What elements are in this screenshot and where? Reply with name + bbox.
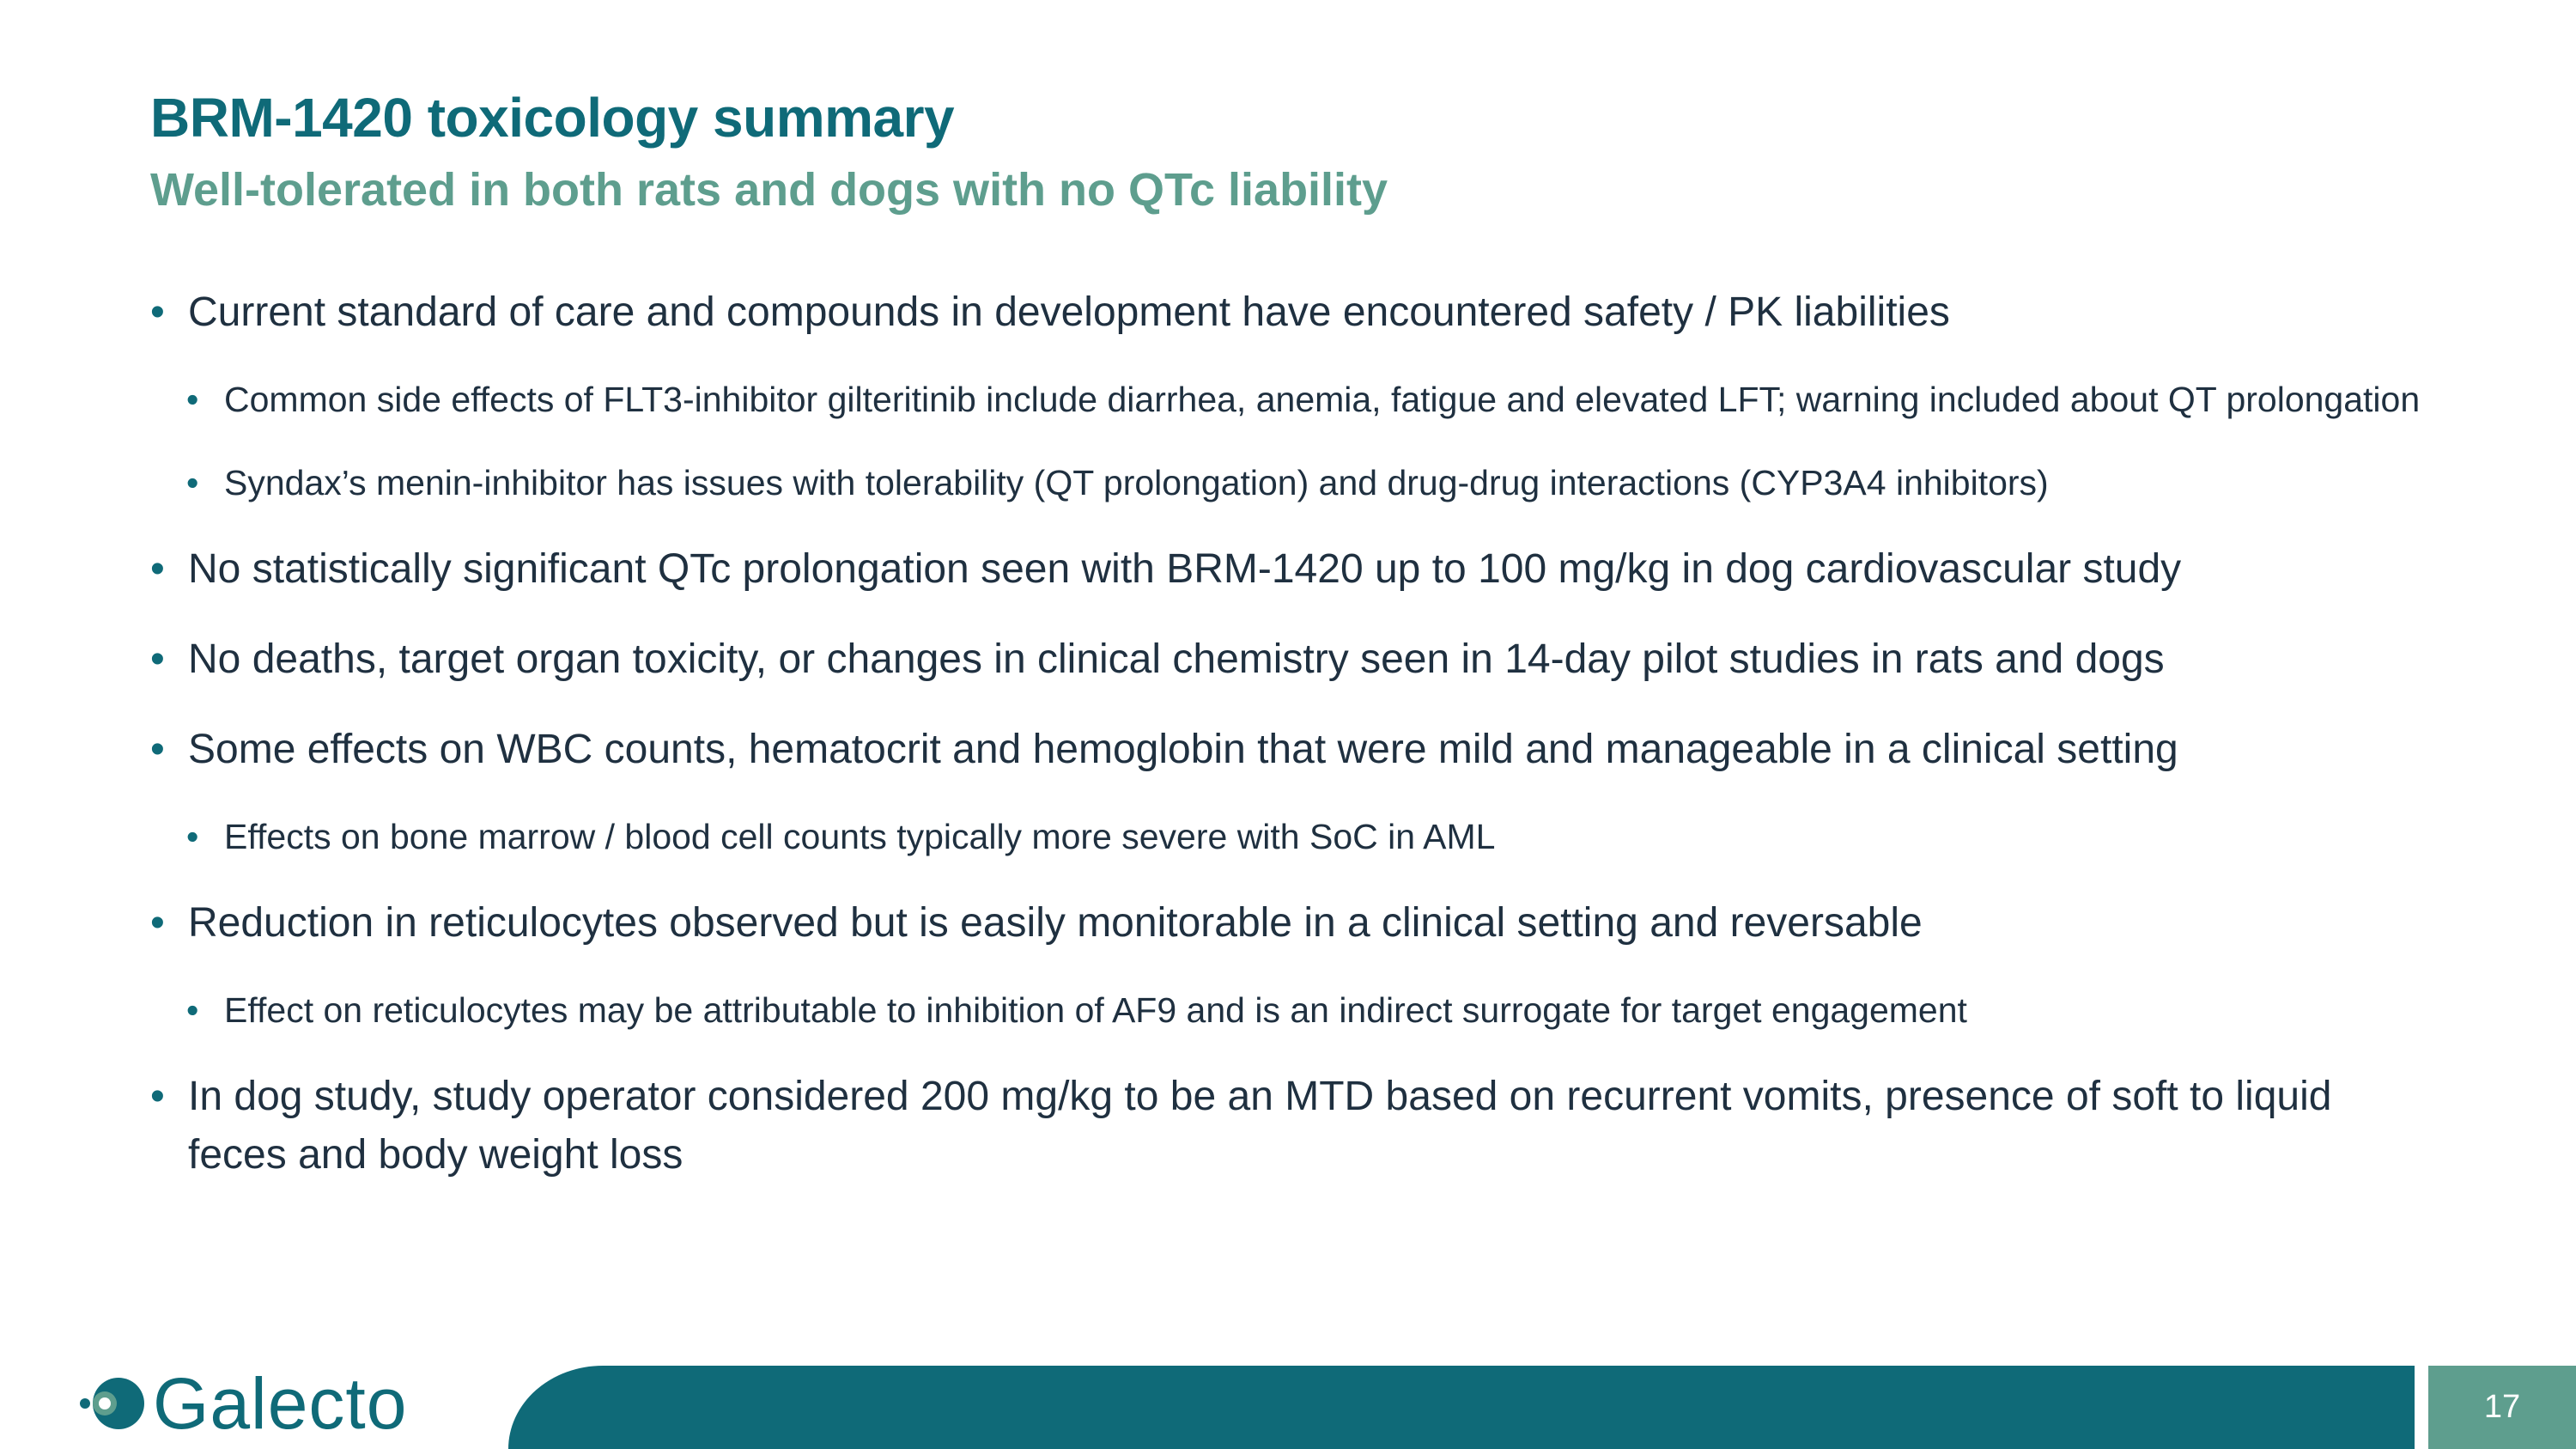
bullet-dot-icon: •: [150, 727, 165, 772]
bullet-dot-icon: •: [186, 817, 199, 856]
bullet-dot-icon: •: [150, 289, 165, 335]
sub-bullet-item: [150, 984, 2434, 1036]
bullet-text: Effect on reticulocytes may be attributable to inhibition of AF9 and is an indirect surrogate for target engagement: [224, 990, 1967, 1030]
sub-bullet-item: [150, 374, 2434, 425]
bullet-dot-icon: •: [150, 546, 165, 592]
bullet-dot-icon: •: [186, 990, 199, 1030]
bullet-dot-icon: •: [150, 636, 165, 682]
logo-wordmark: Galecto: [153, 1363, 408, 1444]
footer-bar: [508, 1366, 2415, 1449]
slide-subtitle: Well-tolerated in both rats and dogs with no QTc liability: [150, 164, 1388, 216]
bullet-text: No statistically significant QTc prolongation seen with BRM-1420 up to 100 mg/kg in dog cardiovascular study: [188, 546, 2182, 592]
bullet-text: Some effects on WBC counts, hematocrit and hemoglobin that were mild and manageable in a clinical setting: [188, 727, 2178, 772]
bullet-text: Effects on bone marrow / blood cell counts typically more severe with SoC in AML: [224, 817, 1496, 856]
galecto-logo: [79, 1362, 408, 1445]
bullet-item: [150, 1068, 2434, 1184]
bullet-list: [150, 283, 2434, 1216]
bullet-text: Syndax’s menin-inhibitor has issues with tolerability (QT prolongation) and drug-drug interactions (CYP3A4 inhibitors): [224, 463, 2049, 502]
bullet-dot-icon: •: [150, 1074, 165, 1119]
bullet-dot-icon: •: [186, 463, 199, 502]
bullet-text: Common side effects of FLT3-inhibitor gilteritinib include diarrhea, anemia, fatigue and elevated LFT; warning included about QT prolongation: [224, 380, 2421, 419]
page-number: 17: [2483, 1389, 2521, 1425]
bullet-text: Current standard of care and compounds in development have encountered safety / PK liabilities: [188, 289, 1950, 335]
bullet-text: No deaths, target organ toxicity, or changes in clinical chemistry seen in 14-day pilot studies in rats and dogs: [188, 636, 2165, 682]
bullet-item: [150, 283, 2434, 342]
bullet-dot-icon: •: [186, 380, 199, 419]
bullet-text: Reduction in reticulocytes observed but is easily monitorable in a clinical setting and reversable: [188, 900, 1923, 946]
bullet-item: [150, 540, 2434, 599]
sub-bullet-item: [150, 811, 2434, 862]
sub-bullet-item: [150, 457, 2434, 508]
bullet-item: [150, 894, 2434, 953]
slide-title: BRM-1420 toxicology summary: [150, 87, 955, 149]
bullet-dot-icon: •: [150, 900, 165, 946]
galecto-logo-icon: [79, 1369, 148, 1438]
bullet-text: In dog study, study operator considered 200 mg/kg to be an MTD based on recurrent vomits, presence of soft to liquid feces and body weight loss: [188, 1074, 2332, 1178]
bullet-item: [150, 630, 2434, 689]
page-number-box: [2428, 1366, 2576, 1449]
bullet-item: [150, 721, 2434, 779]
